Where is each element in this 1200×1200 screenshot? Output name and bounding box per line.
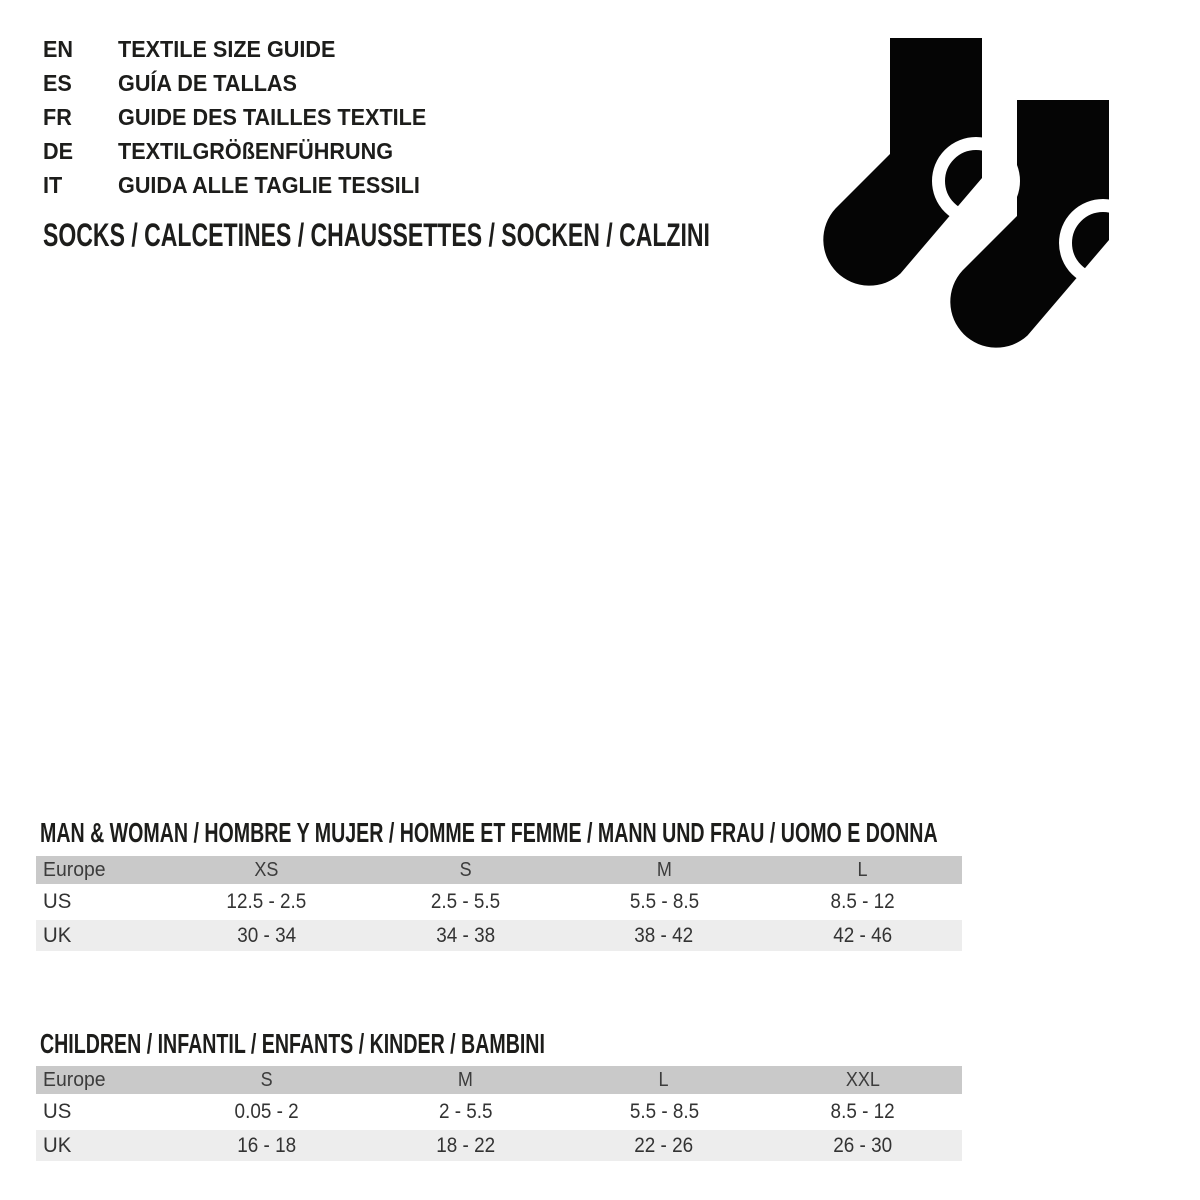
size-value: 12.5 - 2.5	[226, 890, 307, 913]
size-value: 26 - 30	[833, 1134, 893, 1157]
header-cell-size: XS	[254, 859, 279, 881]
language-code: IT	[43, 172, 63, 198]
language-label: GUIDE DES TAILLES TEXTILE	[118, 104, 427, 130]
language-list	[43, 32, 446, 202]
language-code: EN	[43, 36, 74, 62]
header-cell-europe: Europe	[43, 859, 106, 881]
language-row	[43, 32, 446, 66]
table-row-us	[36, 884, 962, 919]
table-header-row	[36, 856, 962, 884]
size-value: 8.5 - 12	[830, 890, 895, 913]
table-row-uk	[36, 1130, 962, 1161]
table-title-children	[40, 1029, 761, 1059]
size-value: 34 - 38	[435, 924, 495, 947]
table-row-us	[36, 1094, 962, 1129]
size-value: 0.05 - 2	[234, 1100, 299, 1123]
size-value: 2.5 - 5.5	[430, 890, 501, 913]
size-value: 30 - 34	[237, 924, 297, 947]
header-cell-size: M	[656, 859, 672, 881]
table-row-uk	[36, 920, 962, 951]
size-table-children	[36, 1066, 962, 1161]
header-cell-size: S	[459, 859, 472, 881]
size-value: 22 - 26	[634, 1134, 694, 1157]
language-code: DE	[43, 138, 74, 164]
category-heading-text: SOCKS / CALCETINES / CHAUSSETTES / SOCKEN / CALZINI	[43, 217, 710, 253]
size-value: 5.5 - 8.5	[629, 1100, 699, 1123]
header-cell-size: M	[457, 1069, 473, 1091]
language-label: GUIDA ALLE TAGLIE TESSILI	[118, 172, 420, 198]
language-row	[43, 134, 446, 168]
size-value: 38 - 42	[634, 924, 694, 947]
table-title-text: CHILDREN / INFANTIL / ENFANTS / KINDER / BAMBINI	[40, 1028, 545, 1059]
language-label: GUÍA DE TALLAS	[118, 70, 297, 96]
size-value: 2 - 5.5	[438, 1100, 493, 1123]
header-cell-size: L	[857, 859, 868, 881]
header-cell-size: L	[659, 1069, 670, 1091]
language-row	[43, 168, 446, 202]
table-header-row	[36, 1066, 962, 1094]
language-label: TEXTILGRÖßENFÜHRUNG	[118, 138, 394, 164]
language-code: FR	[43, 104, 72, 130]
row-label: US	[43, 1100, 72, 1123]
row-label: US	[43, 890, 72, 913]
table-title-man-woman	[40, 818, 1200, 848]
size-value: 5.5 - 8.5	[629, 890, 699, 913]
size-value: 42 - 46	[833, 924, 893, 947]
language-code: ES	[43, 70, 72, 96]
header-cell-europe: Europe	[43, 1069, 106, 1091]
size-table-man-woman	[36, 856, 962, 951]
socks-icon	[800, 28, 1160, 358]
size-value: 8.5 - 12	[830, 1100, 895, 1123]
language-row	[43, 100, 446, 134]
language-row	[43, 66, 446, 100]
size-value: 18 - 22	[435, 1134, 495, 1157]
size-value: 16 - 18	[237, 1134, 297, 1157]
table-title-text: MAN & WOMAN / HOMBRE Y MUJER / HOMME ET FEMME / MANN UND FRAU / UOMO E DONNA	[40, 817, 938, 848]
header-cell-size: XXL	[845, 1069, 880, 1091]
language-label: TEXTILE SIZE GUIDE	[118, 36, 336, 62]
row-label: UK	[43, 924, 72, 947]
header-cell-size: S	[260, 1069, 273, 1091]
row-label: UK	[43, 1134, 72, 1157]
